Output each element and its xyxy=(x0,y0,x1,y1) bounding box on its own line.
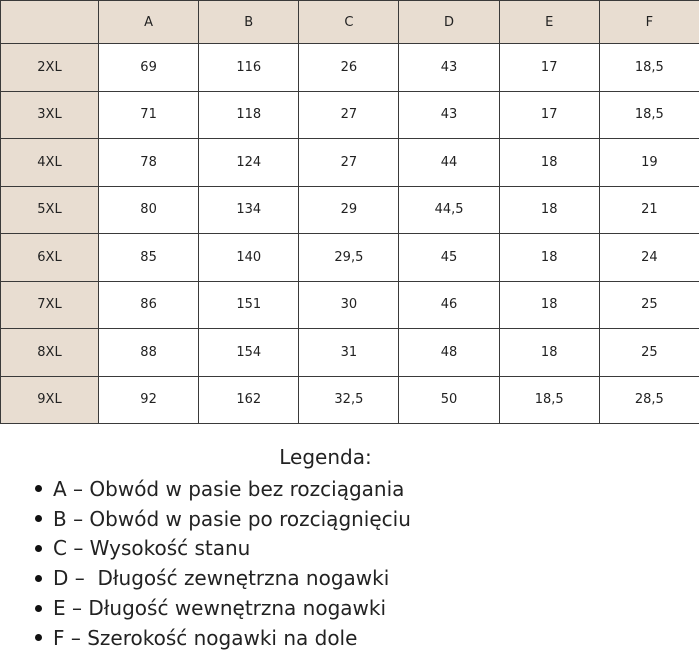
bullet-icon xyxy=(35,634,42,641)
table-cell: 44,5 xyxy=(399,186,499,234)
legend-title: Legenda: xyxy=(279,445,372,469)
table-cell: 134 xyxy=(199,186,299,234)
table-cell: 18 xyxy=(499,139,599,187)
column-header-f: F xyxy=(599,1,699,44)
legend-item-text: F – Szerokość nogawki na dole xyxy=(53,625,358,650)
table-row xyxy=(1,44,699,92)
table-cell: 88 xyxy=(99,329,199,377)
table-cell: 18,5 xyxy=(499,376,599,424)
table-cell: 50 xyxy=(399,376,499,424)
legend-item xyxy=(35,593,699,623)
bullet-icon xyxy=(35,575,42,582)
table-row xyxy=(1,139,699,187)
table-cell: 30 xyxy=(299,281,399,329)
table-cell: 29,5 xyxy=(299,234,399,282)
size-label: 9XL xyxy=(1,376,99,424)
table-cell: 28,5 xyxy=(599,376,699,424)
legend-item-text: D – Długość zewnętrzna nogawki xyxy=(53,566,390,591)
table-cell: 43 xyxy=(399,91,499,139)
table-cell: 26 xyxy=(299,44,399,92)
column-header-d: D xyxy=(399,1,499,44)
table-row xyxy=(1,186,699,234)
table-cell: 71 xyxy=(99,91,199,139)
table-cell: 32,5 xyxy=(299,376,399,424)
table-row xyxy=(1,91,699,139)
corner-cell xyxy=(1,1,99,44)
bullet-icon xyxy=(35,545,42,552)
table-cell: 44 xyxy=(399,139,499,187)
table-cell: 19 xyxy=(599,139,699,187)
table-cell: 24 xyxy=(599,234,699,282)
table-cell: 18 xyxy=(499,281,599,329)
table-cell: 116 xyxy=(199,44,299,92)
table-cell: 27 xyxy=(299,91,399,139)
column-header-e: E xyxy=(499,1,599,44)
legend xyxy=(0,440,699,653)
table-cell: 17 xyxy=(499,44,599,92)
size-label: 2XL xyxy=(1,44,99,92)
table-row xyxy=(1,234,699,282)
bullet-icon xyxy=(35,515,42,522)
column-header-b: B xyxy=(199,1,299,44)
table-cell: 78 xyxy=(99,139,199,187)
table-cell: 86 xyxy=(99,281,199,329)
table-cell: 25 xyxy=(599,329,699,377)
table-cell: 69 xyxy=(99,44,199,92)
size-label: 8XL xyxy=(1,329,99,377)
table-cell: 25 xyxy=(599,281,699,329)
table-cell: 48 xyxy=(399,329,499,377)
bullet-icon xyxy=(35,485,42,492)
size-label: 5XL xyxy=(1,186,99,234)
table-row xyxy=(1,376,699,424)
table-cell: 118 xyxy=(199,91,299,139)
size-label: 3XL xyxy=(1,91,99,139)
size-label: 6XL xyxy=(1,234,99,282)
table-header-row xyxy=(1,1,699,44)
table-cell: 27 xyxy=(299,139,399,187)
table-cell: 18 xyxy=(499,329,599,377)
table-cell: 18,5 xyxy=(599,91,699,139)
table-cell: 151 xyxy=(199,281,299,329)
legend-item xyxy=(35,504,699,534)
legend-item xyxy=(35,563,699,593)
legend-item-text: B – Obwód w pasie po rozciągnięciu xyxy=(53,506,411,531)
legend-list xyxy=(0,474,699,653)
size-label: 4XL xyxy=(1,139,99,187)
table-cell: 31 xyxy=(299,329,399,377)
table-cell: 18 xyxy=(499,186,599,234)
table-row xyxy=(1,281,699,329)
column-header-c: C xyxy=(299,1,399,44)
table-cell: 80 xyxy=(99,186,199,234)
table-cell: 21 xyxy=(599,186,699,234)
table-cell: 29 xyxy=(299,186,399,234)
table-cell: 92 xyxy=(99,376,199,424)
legend-item-text: C – Wysokość stanu xyxy=(53,536,251,561)
table-cell: 162 xyxy=(199,376,299,424)
table-cell: 124 xyxy=(199,139,299,187)
table-cell: 85 xyxy=(99,234,199,282)
table-cell: 43 xyxy=(399,44,499,92)
table-cell: 46 xyxy=(399,281,499,329)
table-cell: 18,5 xyxy=(599,44,699,92)
table-cell: 140 xyxy=(199,234,299,282)
table-cell: 45 xyxy=(399,234,499,282)
legend-item-text: E – Długość wewnętrzna nogawki xyxy=(53,596,387,621)
table-cell: 17 xyxy=(499,91,599,139)
table-cell: 154 xyxy=(199,329,299,377)
column-header-a: A xyxy=(99,1,199,44)
bullet-icon xyxy=(35,605,42,612)
legend-item xyxy=(35,474,699,504)
legend-item xyxy=(35,534,699,564)
table-cell: 18 xyxy=(499,234,599,282)
table-row xyxy=(1,329,699,377)
legend-item-text: A – Obwód w pasie bez rozciągania xyxy=(53,476,405,501)
legend-item xyxy=(35,623,699,653)
size-label: 7XL xyxy=(1,281,99,329)
